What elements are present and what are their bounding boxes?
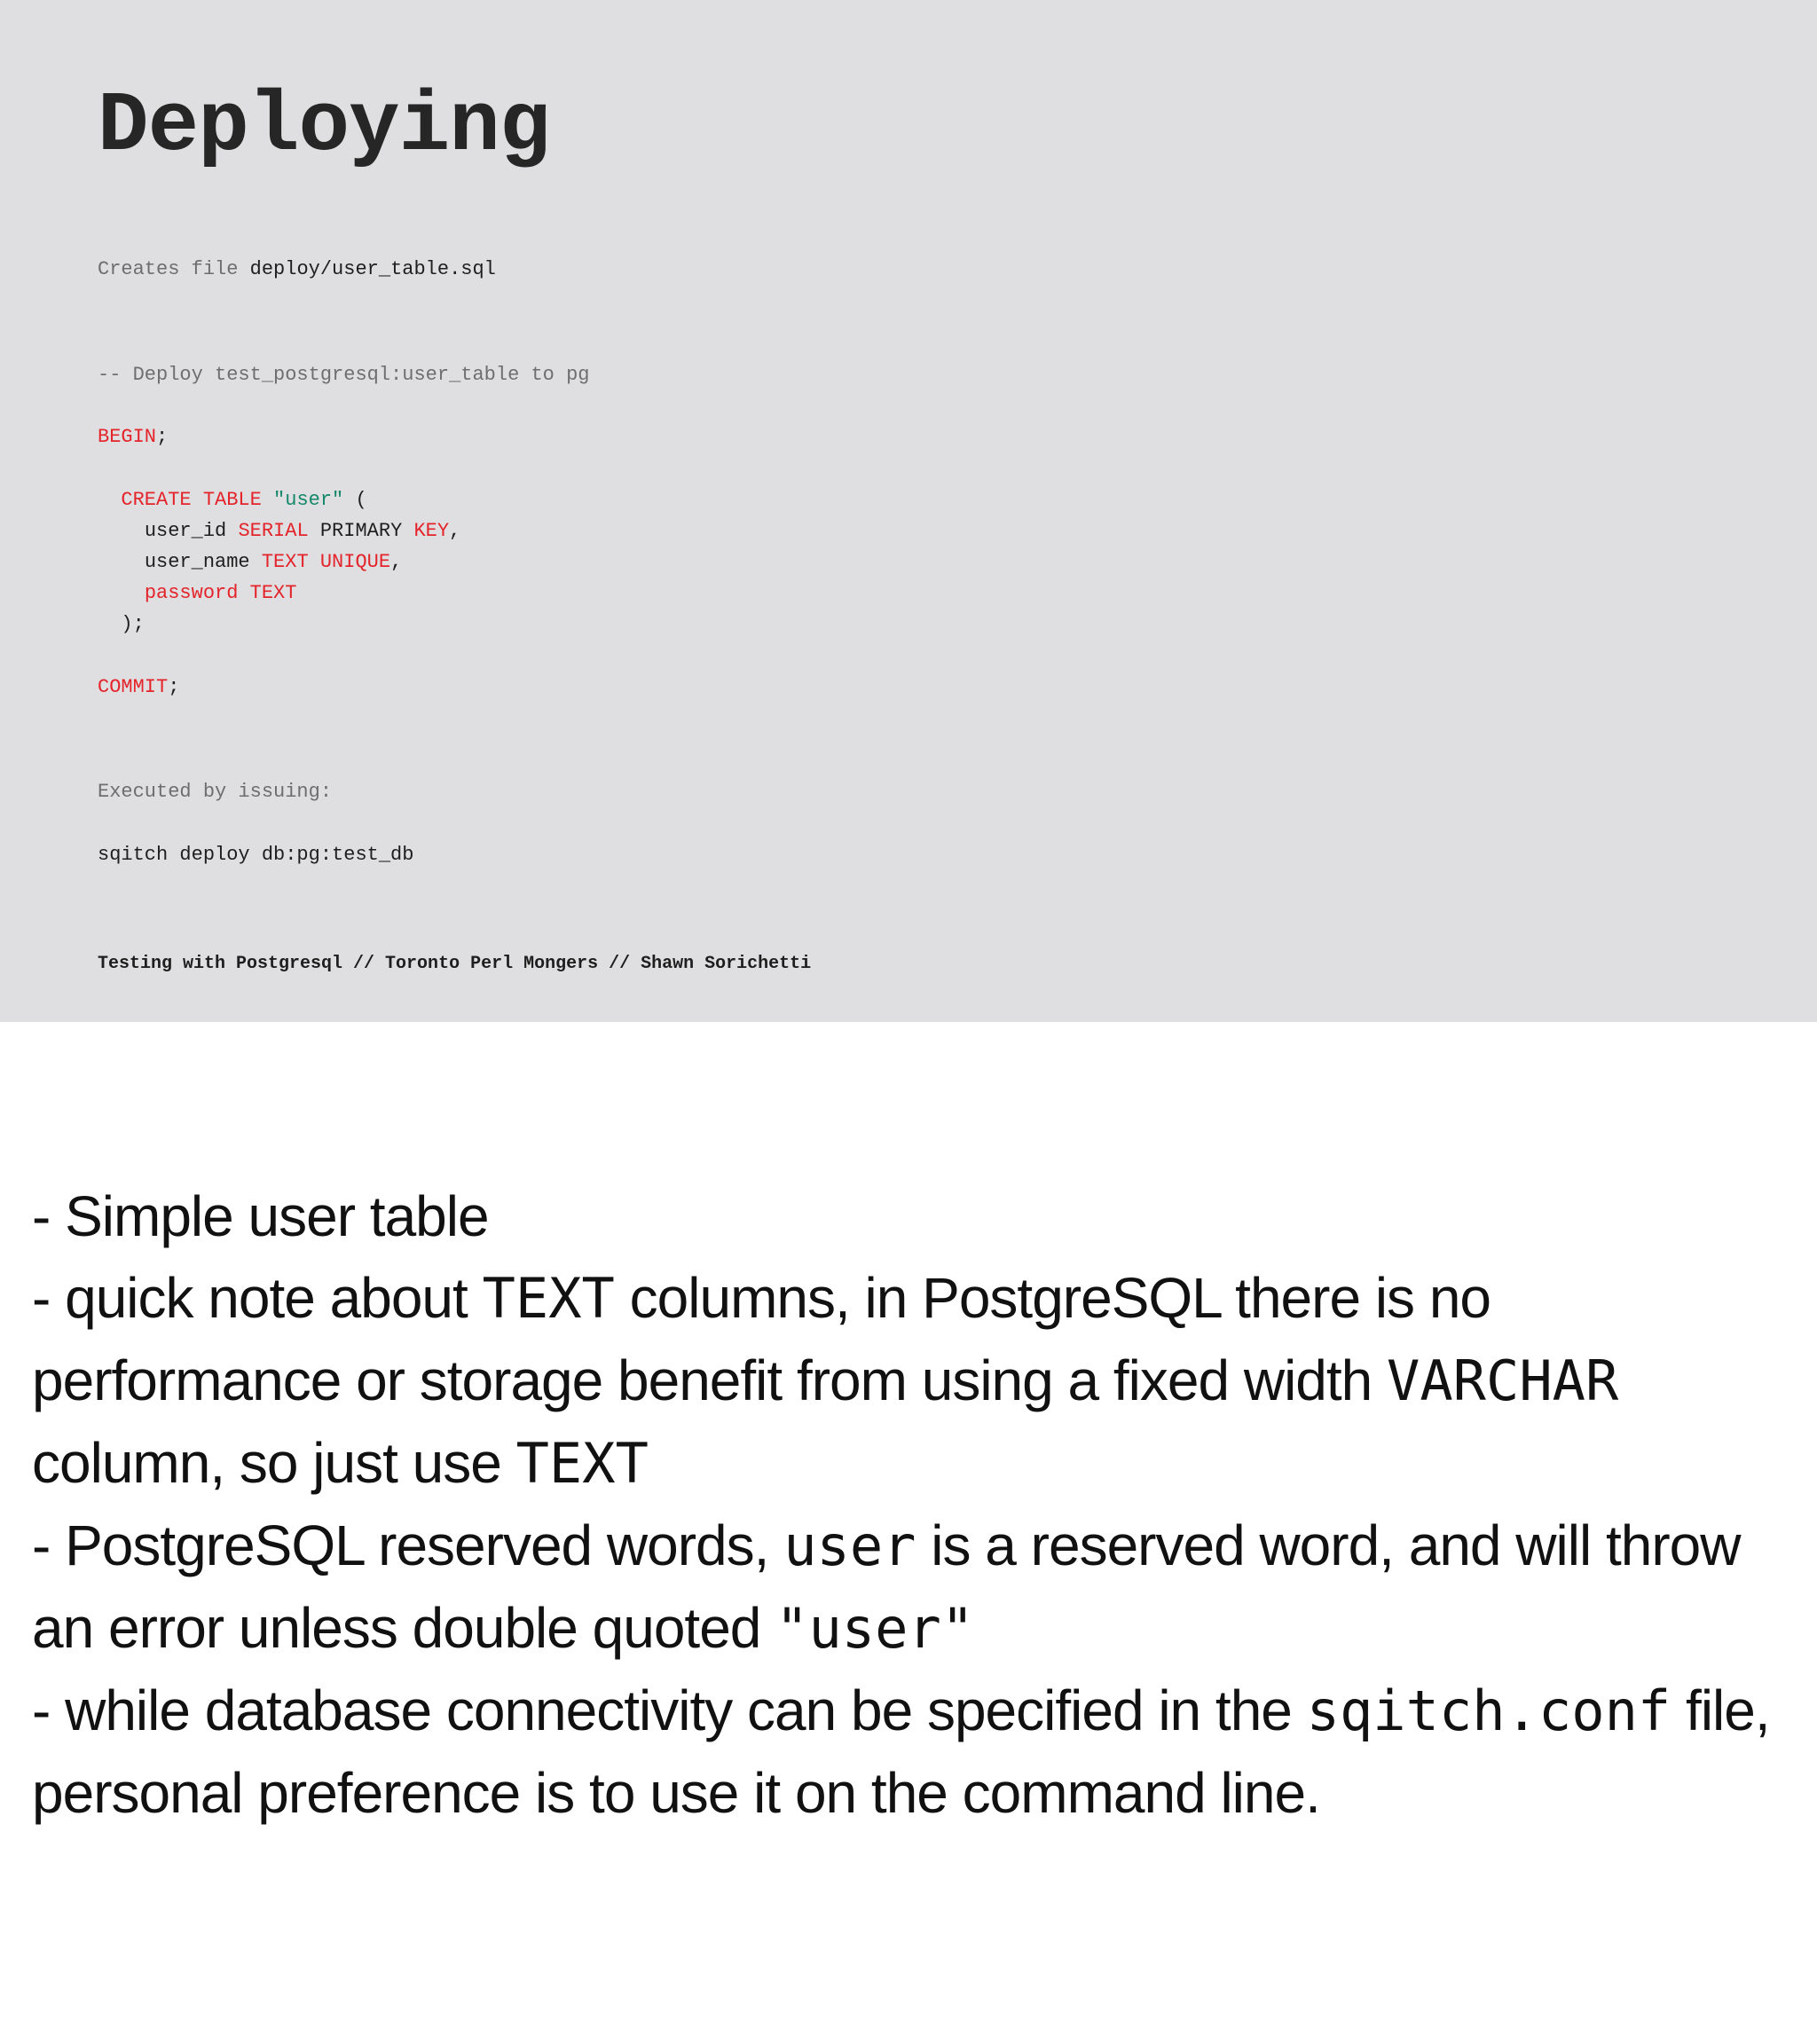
inline-code: user <box>783 1513 916 1578</box>
code-table-name: "user" <box>273 489 344 511</box>
code-commit-semicolon: ; <box>168 676 180 698</box>
slide-title: Deploying <box>98 78 550 175</box>
intro-prefix: Creates file <box>98 258 250 280</box>
speaker-notes <box>32 1175 1789 1834</box>
code-close-line <box>98 611 145 638</box>
note-text: - quick note about <box>32 1266 483 1330</box>
inline-code: TEXT <box>482 1266 615 1331</box>
code-begin-line <box>98 424 168 451</box>
code-col2-type: TEXT <box>261 551 309 573</box>
code-comment: -- Deploy test_postgresql:user_table to pg <box>98 364 590 386</box>
inline-code: VARCHAR <box>1387 1348 1619 1413</box>
code-commit-keyword: COMMIT <box>98 676 169 698</box>
code-open-paren: ( <box>355 489 367 511</box>
note-text: columns, in PostgreSQL there is no performance or storage benefit from using a fixed width <box>32 1266 1491 1412</box>
inline-code: TEXT <box>515 1431 649 1496</box>
code-col1-name: user_id <box>144 520 227 542</box>
note-item <box>32 1670 1789 1834</box>
code-begin-keyword: BEGIN <box>98 426 157 448</box>
note-text: is a reserved word, and will throw an error unless double quoted <box>32 1513 1741 1660</box>
inline-code: sqitch.conf <box>1306 1678 1671 1743</box>
code-close-paren: ); <box>121 613 145 635</box>
note-item <box>32 1175 1789 1257</box>
note-text: - Simple user table <box>32 1184 489 1248</box>
code-col2-unique: UNIQUE <box>319 551 391 573</box>
code-col2-name: user_name <box>144 551 250 573</box>
inline-code: "user" <box>775 1596 975 1661</box>
code-column-user-name <box>98 549 402 576</box>
slide-footer: Testing with Postgresql // Toronto Perl Mongers // Shawn Sorichetti <box>98 954 812 974</box>
code-semicolon: ; <box>156 426 169 448</box>
code-create-line <box>98 487 367 514</box>
deploy-command: sqitch deploy db:pg:test_db <box>98 844 414 866</box>
note-text: - while database connectivity can be specified in the <box>32 1678 1307 1742</box>
note-item <box>32 1505 1789 1670</box>
code-column-user-id <box>98 518 460 545</box>
code-col3-name: password <box>144 582 239 604</box>
code-create-keyword: CREATE TABLE <box>121 489 262 511</box>
code-col1-type: SERIAL <box>238 520 309 542</box>
code-col3-type: TEXT <box>249 582 297 604</box>
code-col1-comma: , <box>449 520 461 542</box>
intro-line <box>98 256 496 283</box>
note-text: column, so just use <box>32 1431 516 1495</box>
note-text: file, personal preference is to use it on the command line. <box>32 1678 1770 1825</box>
note-text: - PostgreSQL reserved words, <box>32 1513 784 1577</box>
intro-file: deploy/user_table.sql <box>249 258 496 280</box>
code-column-password <box>98 580 296 607</box>
code-commit-line <box>98 674 179 701</box>
note-item <box>32 1257 1789 1505</box>
code-col1-primary: PRIMARY <box>319 520 403 542</box>
code-col1-key: KEY <box>413 520 450 542</box>
executed-label: Executed by issuing: <box>98 781 333 803</box>
code-col2-comma: , <box>390 551 403 573</box>
